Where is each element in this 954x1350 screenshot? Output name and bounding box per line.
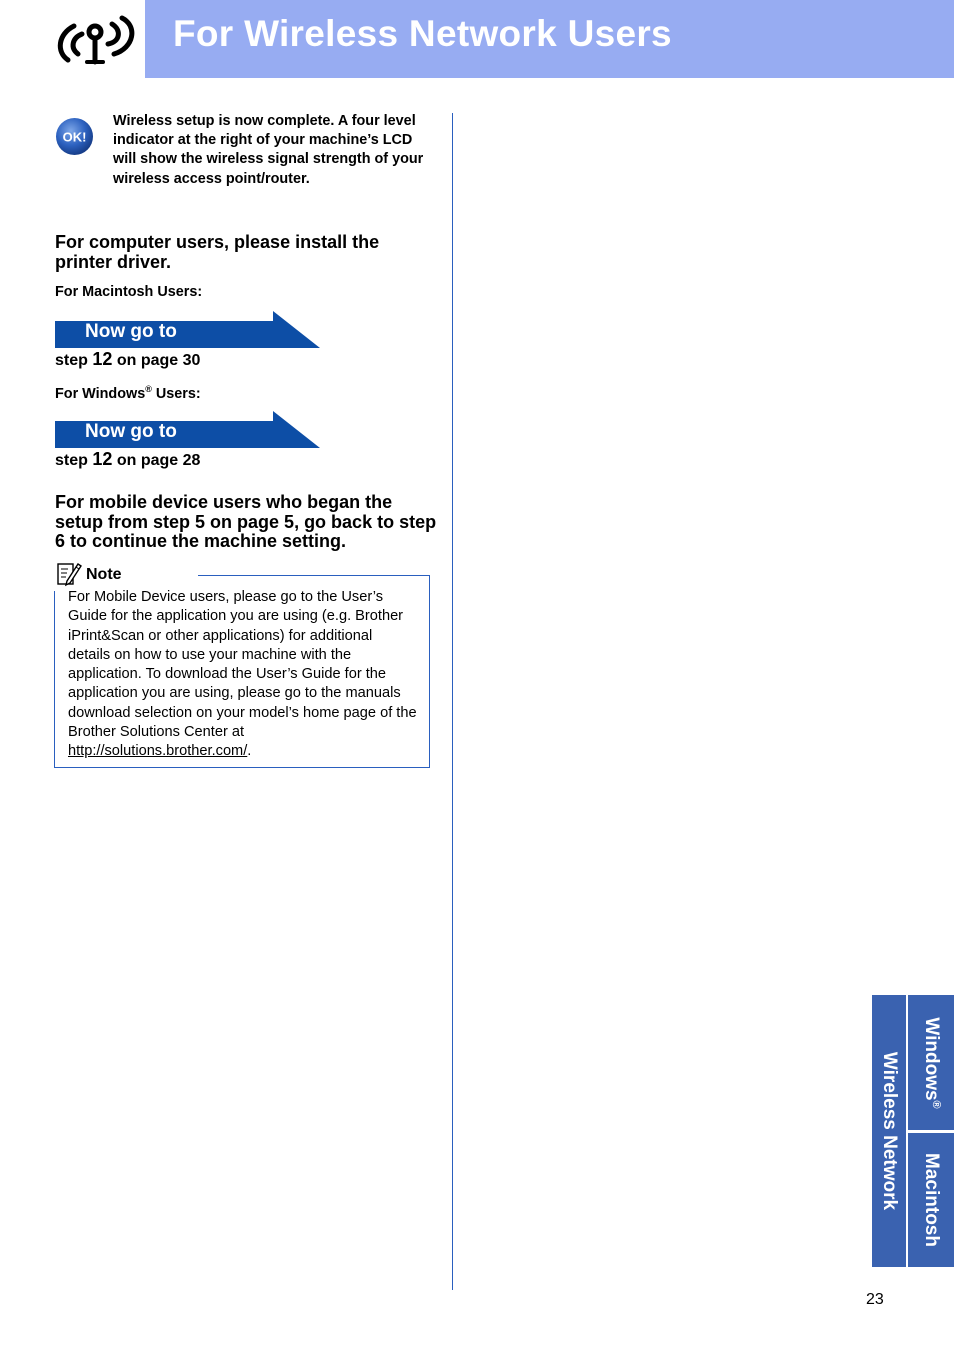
windows-step-prefix: step — [55, 452, 88, 469]
column-divider — [452, 113, 453, 1290]
wireless-network-icon — [52, 12, 138, 68]
windows-users-label: For Windows® Users: — [55, 384, 201, 402]
note-body: For Mobile Device users, please go to the User’s Guide for the application you are using (e.g. Brother iPrint&Scan or other applications) for additional details on how to use your machine with the application. To download the User’s Guide for the application you are using, please go to the manuals download selection on your model’s home page of the Brother Solutions Center at http://solutions.brother.com/. — [68, 589, 417, 760]
tab-windows[interactable] — [908, 995, 954, 1130]
svg-text:OK!: OK! — [62, 129, 87, 145]
windows-step-number: 12 — [92, 449, 113, 469]
mac-now-go-to-arrow[interactable] — [55, 311, 321, 349]
windows-now-go-to-label: Now go to — [85, 421, 177, 442]
tab-macintosh[interactable] — [908, 1133, 954, 1267]
mobile-users-heading: For mobile device users who began the setup from step 5 on page 5, go back to step 6 to continue the machine setting. — [55, 492, 437, 551]
page-number: 23 — [866, 1291, 884, 1308]
windows-step-reference[interactable] — [55, 449, 200, 470]
note-title: Note — [86, 566, 122, 583]
computer-users-heading: For computer users, please install the printer driver. — [55, 232, 380, 272]
note-left-rule — [54, 591, 55, 768]
tab-wireless-label: Wireless Network — [879, 1051, 900, 1211]
tab-macintosh-label: Macintosh — [921, 1153, 942, 1247]
brother-solutions-link[interactable]: http://solutions.brother.com/ — [68, 743, 248, 760]
tab-wireless-network[interactable] — [872, 995, 906, 1267]
windows-now-go-to-arrow[interactable] — [55, 411, 321, 449]
ok-badge-icon — [55, 117, 94, 156]
mac-step-prefix: step — [55, 352, 88, 369]
windows-step-suffix: on page 28 — [116, 452, 201, 469]
macintosh-users-label: For Macintosh Users: — [55, 284, 203, 300]
setup-complete-message: Wireless setup is now complete. A four level indicator at the right of your machine’s LCD will show the wireless signal strength of your wireless access point/router. — [113, 113, 424, 187]
mac-step-reference[interactable] — [55, 349, 200, 370]
note-pencil-icon — [56, 561, 82, 587]
mac-step-suffix: on page 30 — [116, 352, 201, 369]
mac-now-go-to-label: Now go to — [85, 321, 177, 342]
mac-step-number: 12 — [92, 349, 113, 369]
tab-windows-label: Windows® — [920, 1016, 943, 1109]
note-top-rule — [198, 575, 429, 576]
page-title: For Wireless Network Users — [173, 13, 672, 54]
